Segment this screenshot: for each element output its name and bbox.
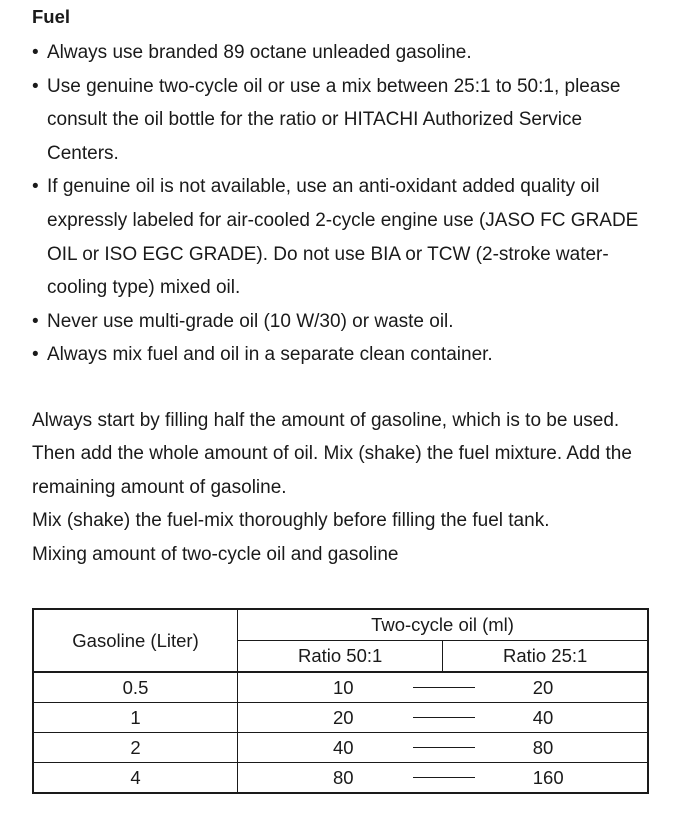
instruction-paragraph: Then add the whole amount of oil. Mix (shake) the fuel mixture. Add the remaining amount of gasoline. — [32, 443, 632, 498]
fuel-bullet-list — [32, 36, 652, 372]
dash-divider — [413, 777, 475, 778]
cell-gasoline: 1 — [33, 703, 238, 733]
header-ratio-50: Ratio 50:1 — [238, 641, 443, 673]
cell-ratio-50 — [238, 763, 443, 794]
bullet-text: Never use multi-grade oil (10 W/30) or waste oil. — [47, 310, 454, 332]
bullet-item — [32, 170, 652, 304]
instruction-paragraph: Always start by filling half the amount of gasoline, which is to be used. — [32, 409, 620, 431]
section-heading: Fuel — [32, 6, 71, 27]
mixing-table — [32, 608, 649, 794]
bullet-icon: • — [32, 310, 39, 332]
bullet-text: Use genuine two-cycle oil or use a mix between 25:1 to 50:1, please consult the oil bottle for the ratio or HITACHI Authorized Service Centers. — [47, 75, 621, 164]
bullet-icon: • — [32, 42, 39, 63]
cell-ratio-25: 20 — [443, 672, 648, 703]
cell-ratio-50 — [238, 733, 443, 763]
cell-ratio-25: 80 — [443, 733, 648, 763]
bullet-icon: • — [32, 344, 39, 366]
bullet-icon: • — [32, 75, 39, 97]
cell-ratio-50-value: 40 — [333, 736, 354, 758]
mixing-instructions — [32, 404, 652, 571]
cell-ratio-50-value: 10 — [333, 676, 354, 698]
cell-ratio-50-value: 20 — [333, 706, 354, 728]
table-header-row — [33, 609, 648, 641]
bullet-text: If genuine oil is not available, use an anti-oxidant added quality oil expressly labeled for air-cooled 2-cycle engine use (JASO FC GRADE OIL or ISO EGC GRADE). Do not use BIA or TCW (2-stroke water-cooling type) mixed oil. — [47, 176, 639, 299]
cell-ratio-25: 40 — [443, 703, 648, 733]
dash-divider — [413, 717, 475, 718]
dash-divider — [413, 747, 475, 748]
table-row — [33, 763, 648, 794]
cell-gasoline: 0.5 — [33, 672, 238, 703]
header-two-cycle-oil: Two-cycle oil (ml) — [238, 609, 649, 641]
fuel-section — [32, 4, 652, 571]
header-ratio-25: Ratio 25:1 — [443, 641, 648, 673]
bullet-text: Always mix fuel and oil in a separate clean container. — [47, 344, 493, 366]
bullet-item — [32, 338, 652, 372]
header-gasoline: Gasoline (Liter) — [33, 609, 238, 672]
table-row — [33, 733, 648, 763]
cell-gasoline: 2 — [33, 733, 238, 763]
table-row — [33, 703, 648, 733]
instruction-paragraph: Mix (shake) the fuel-mix thoroughly before filling the fuel tank. — [32, 510, 550, 532]
cell-ratio-50-value: 80 — [333, 766, 354, 788]
cell-ratio-25: 160 — [443, 763, 648, 794]
cell-ratio-50 — [238, 703, 443, 733]
table-row — [33, 672, 648, 703]
bullet-icon: • — [32, 176, 39, 198]
dash-divider — [413, 687, 475, 688]
bullet-item — [32, 36, 652, 70]
cell-ratio-50 — [238, 672, 443, 703]
table-caption: Mixing amount of two-cycle oil and gasoline — [32, 543, 399, 565]
bullet-item — [32, 70, 652, 171]
cell-gasoline: 4 — [33, 763, 238, 794]
bullet-item — [32, 305, 652, 339]
bullet-text: Always use branded 89 octane unleaded gasoline. — [47, 42, 472, 63]
